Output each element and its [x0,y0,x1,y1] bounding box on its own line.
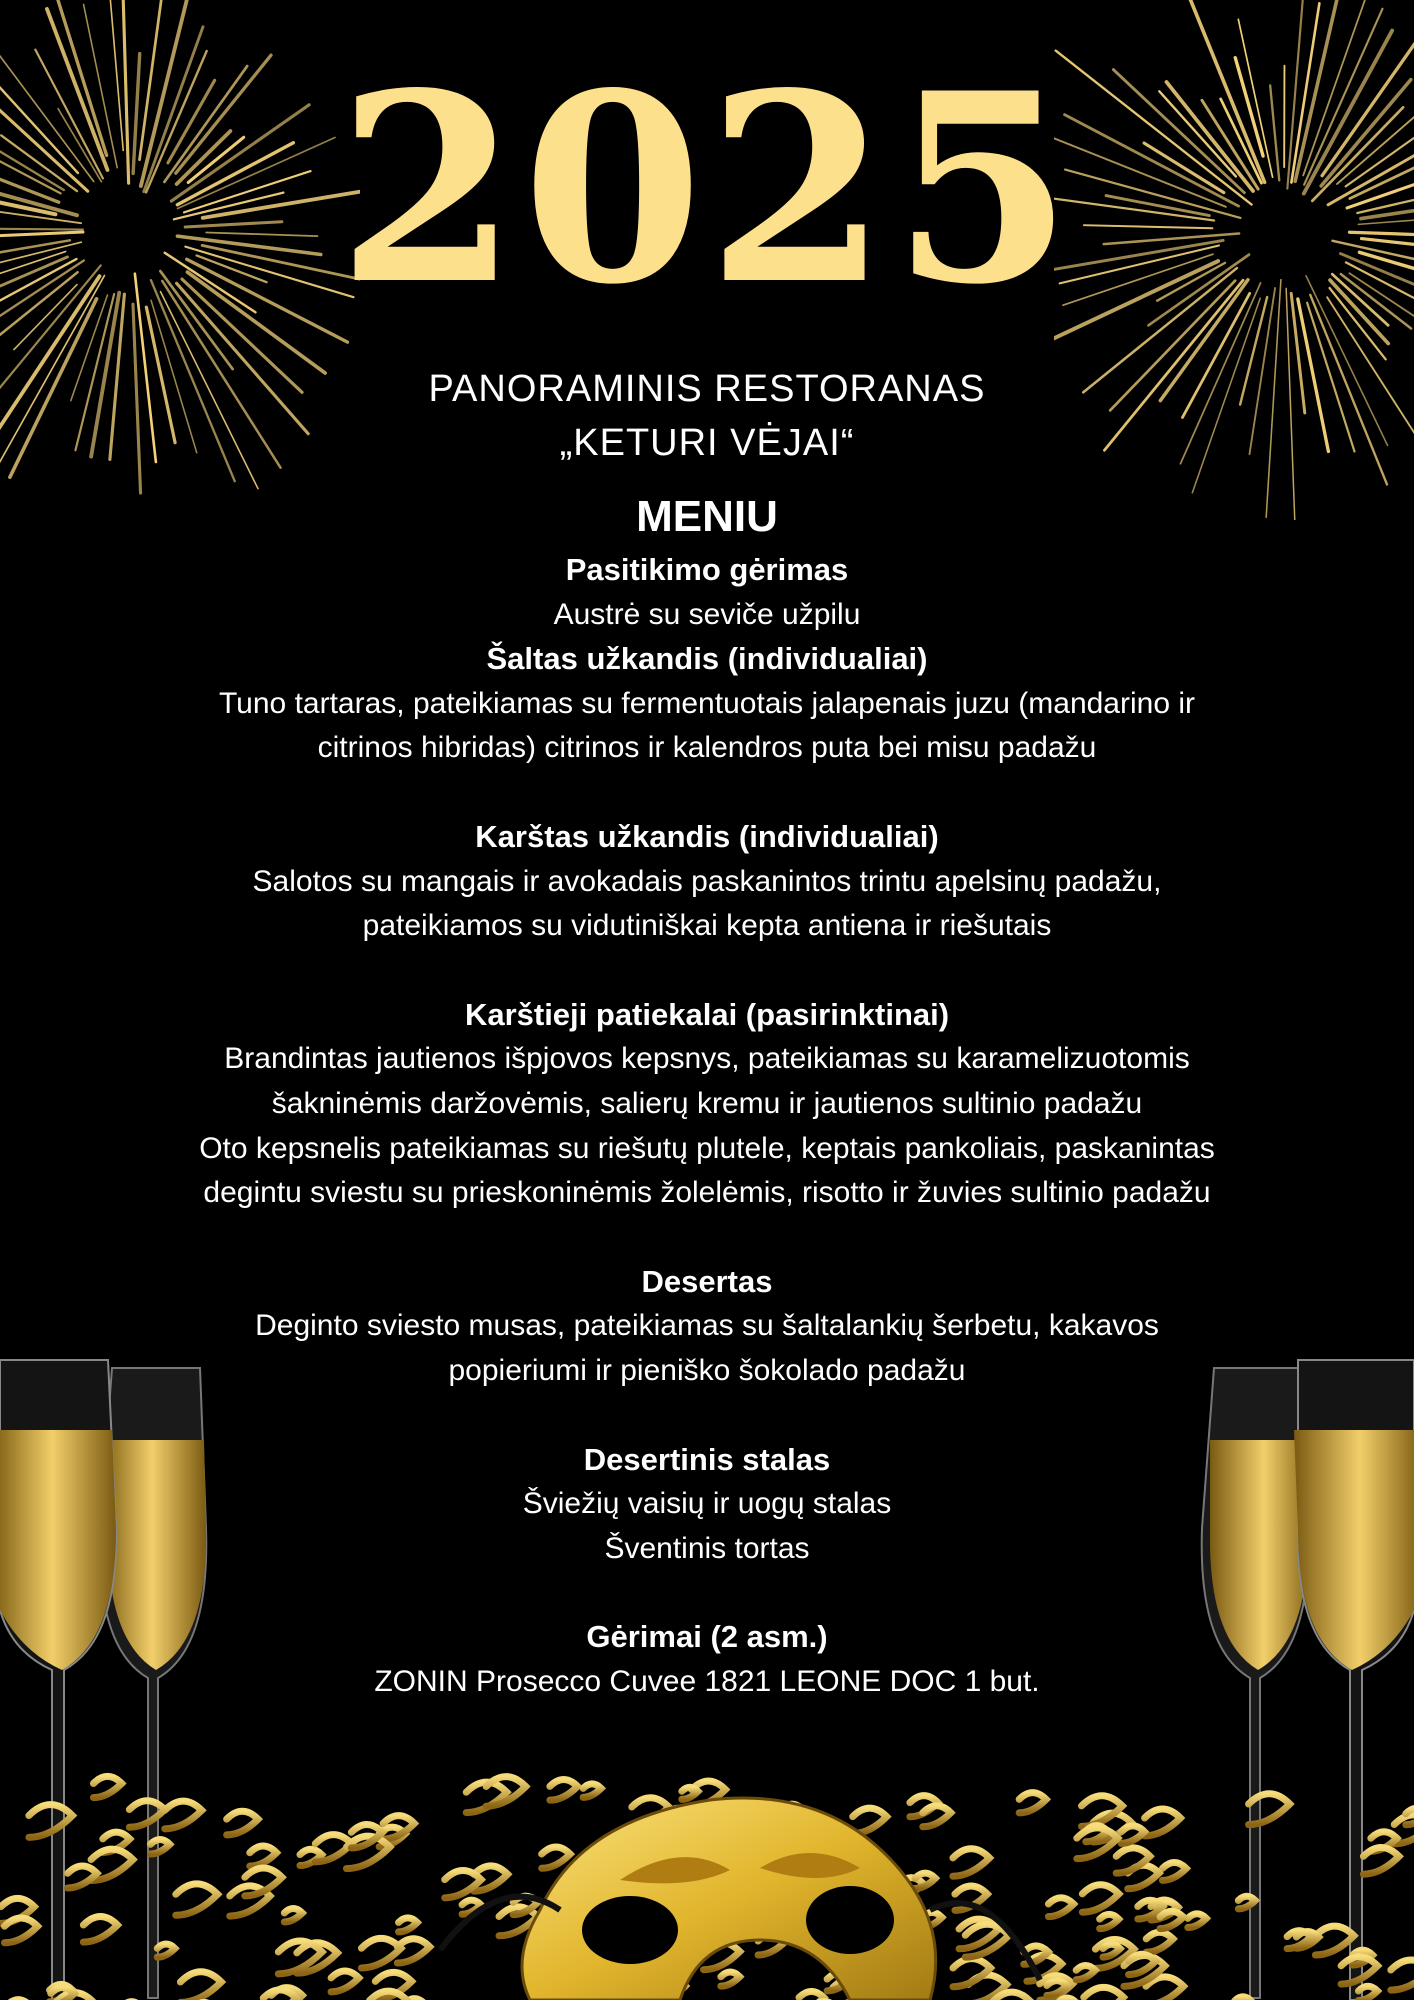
venue-line-1: PANORAMINIS RESTORANAS [428,368,986,410]
dish-line: Šviežių vaisių ir uogų stalas [522,1487,892,1521]
menu-section-dessert [60,1260,1354,1394]
dish-line: ZONIN Prosecco Cuvee 1821 LEONE DOC 1 but. [374,1664,1040,1698]
dish-line: šakninėmis daržovėmis, salierų kremu ir jautienos sultinio padažu [271,1086,1143,1120]
menu-section-hot-starter [60,815,1354,949]
menu-title: MENIU [636,492,778,541]
dish-line: Deginto sviesto musas, pateikiamas su šaltalankių šerbetu, kakavos [255,1309,1159,1343]
section-heading: Desertas [641,1263,773,1299]
menu-section-welcome-drink [60,548,1354,637]
dish-line: Salotos su mangais ir avokadais paskanintos trintu apelsinų padažu, [252,864,1162,898]
menu-section-dessert-table [60,1438,1354,1572]
section-heading: Šaltas užkandis (individualiai) [486,641,928,677]
dish-line: Oto kepsnelis pateikiamas su riešutų plutele, keptais pankoliais, paskanintas [199,1131,1215,1165]
dish-line: popieriumi ir pieniško šokolado padažu [448,1353,966,1387]
dish-line: degintu sviestu su prieskoninėmis žolelėmis, risotto ir žuvies sultinio padažu [203,1176,1211,1210]
section-heading: Desertinis stalas [583,1441,831,1477]
dish-line: Tuno tartaras, pateikiamas su fermentuotais jalapenais juzu (mandarino ir [218,686,1196,720]
dish-line: Šventinis tortas [604,1531,810,1565]
section-heading: Gėrimai (2 asm.) [586,1619,828,1655]
venue-name [0,362,1414,470]
menu-section-main-courses [60,993,1354,1216]
dish-line: pateikiamos su vidutiniškai kepta antiena ir riešutais [362,909,1052,943]
gold-confetti-streamers [0,1760,1414,2000]
section-heading: Karštieji patiekalai (pasirinktinai) [464,996,950,1032]
menu-section-cold-starter [60,637,1354,771]
menu-section-drinks [60,1615,1354,1704]
section-heading: Karštas užkandis (individualiai) [475,818,939,854]
section-heading: Pasitikimo gėrimas [565,552,849,587]
dish-line: Brandintas jautienos išpjovos kepsnys, pateikiamas su karamelizuotomis [224,1042,1190,1076]
year-title: 2025 [337,37,1077,342]
dish-line: citrinos hibridas) citrinos ir kalendros puta bei misu padažu [317,731,1097,765]
venue-line-2: „KETURI VĖJAI“ [559,422,855,464]
dish-line: Austrė su seviče užpilu [553,597,861,631]
menu [60,486,1354,1704]
